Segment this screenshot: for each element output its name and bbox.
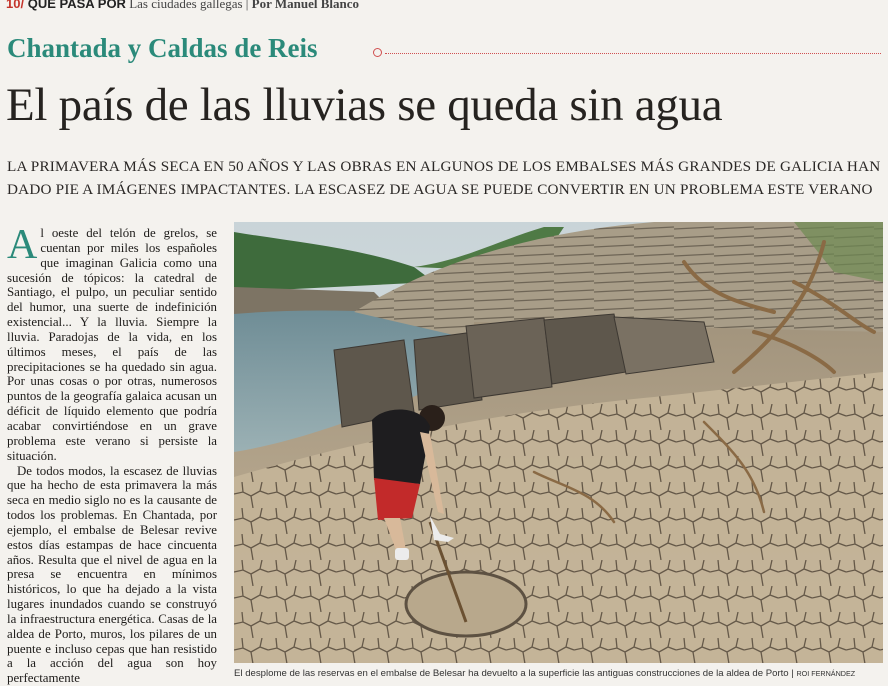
drop-cap: A [7,226,37,264]
reservoir-photo [234,222,883,663]
section-name: QUE PASA POR [28,0,126,11]
caption-text: El desplome de las reservas en el embalse de Belesar ha devuelto a la superficie las antiguas construcciones de la aldea de Porto [234,668,789,679]
photo-caption: El desplome de las reservas en el embalse de Belesar ha devuelto a la superficie las antiguas construcciones de la aldea de Porto | ROI FERNÁNDEZ [234,667,885,681]
article-headline: El país de las lluvias se queda sin agua [6,78,722,132]
photo-credit: ROI FERNÁNDEZ [796,669,855,678]
subsection-name: Las ciudades gallegas [129,0,242,11]
page-header: 10/ QUE PASA POR Las ciudades gallegas | Por Manuel Blanco [6,0,359,13]
article-kicker: Chantada y Caldas de Reis [7,33,318,64]
article-body [7,226,217,686]
kicker-rule [373,48,881,58]
article-lede: LA PRIMAVERA MÁS SECA EN 50 AÑOS Y LAS OBRAS EN ALGUNOS DE LOS EMBALSES MÁS GRANDES DE GALICIA HAN DADO PIE A IMÁGENES IMPACTANTES. LA ESCASEZ DE AGUA SE PUEDE CONVERTIR EN UN PROBLEMA ESTE VERANO [7,155,887,201]
body-paragraph: De todos modos, la escasez de lluvias que ha hecho de esta primavera la más seca en medio siglo no es la causante de todos los problemas. En Chantada, por ejemplo, el embalse de Belesar revive estos días estampas de hace cincuenta años. Resulta que el nivel de agua en la presa se encuentra en mínimos históricos, lo que ha dejado a la vista lugares inundados cuando se construyó la infraestructura energética. Casas de la aldea de Porto, muros, los pilares de un puente e incluso cepas que han resistido a la acción del agua son hoy perfectamente [7,464,217,686]
author-byline: Por Manuel Blanco [252,0,359,11]
body-paragraph: Al oeste del telón de grelos, se cuentan por miles los españoles que imaginan Galicia como una sucesión de tópicos: la catedral de Santiago, el pulpo, un peculiar sentido del humor, una suerte de indefinición existencial... Y la lluvia. Siempre la lluvia. Paradojas de la vida, en los últimos meses, el país de las precipitaciones se ha quedado sin agua. Por unas cosas o por otras, numerosos puntos de la geografía galaica acusan un déficit de líquido elemento que podría acabar convirtiéndose en un grave problema este verano si persiste la situación. [7,226,217,464]
stone-well [406,572,526,636]
page-number: 10 [6,0,20,11]
rule-circle-icon [373,48,382,57]
